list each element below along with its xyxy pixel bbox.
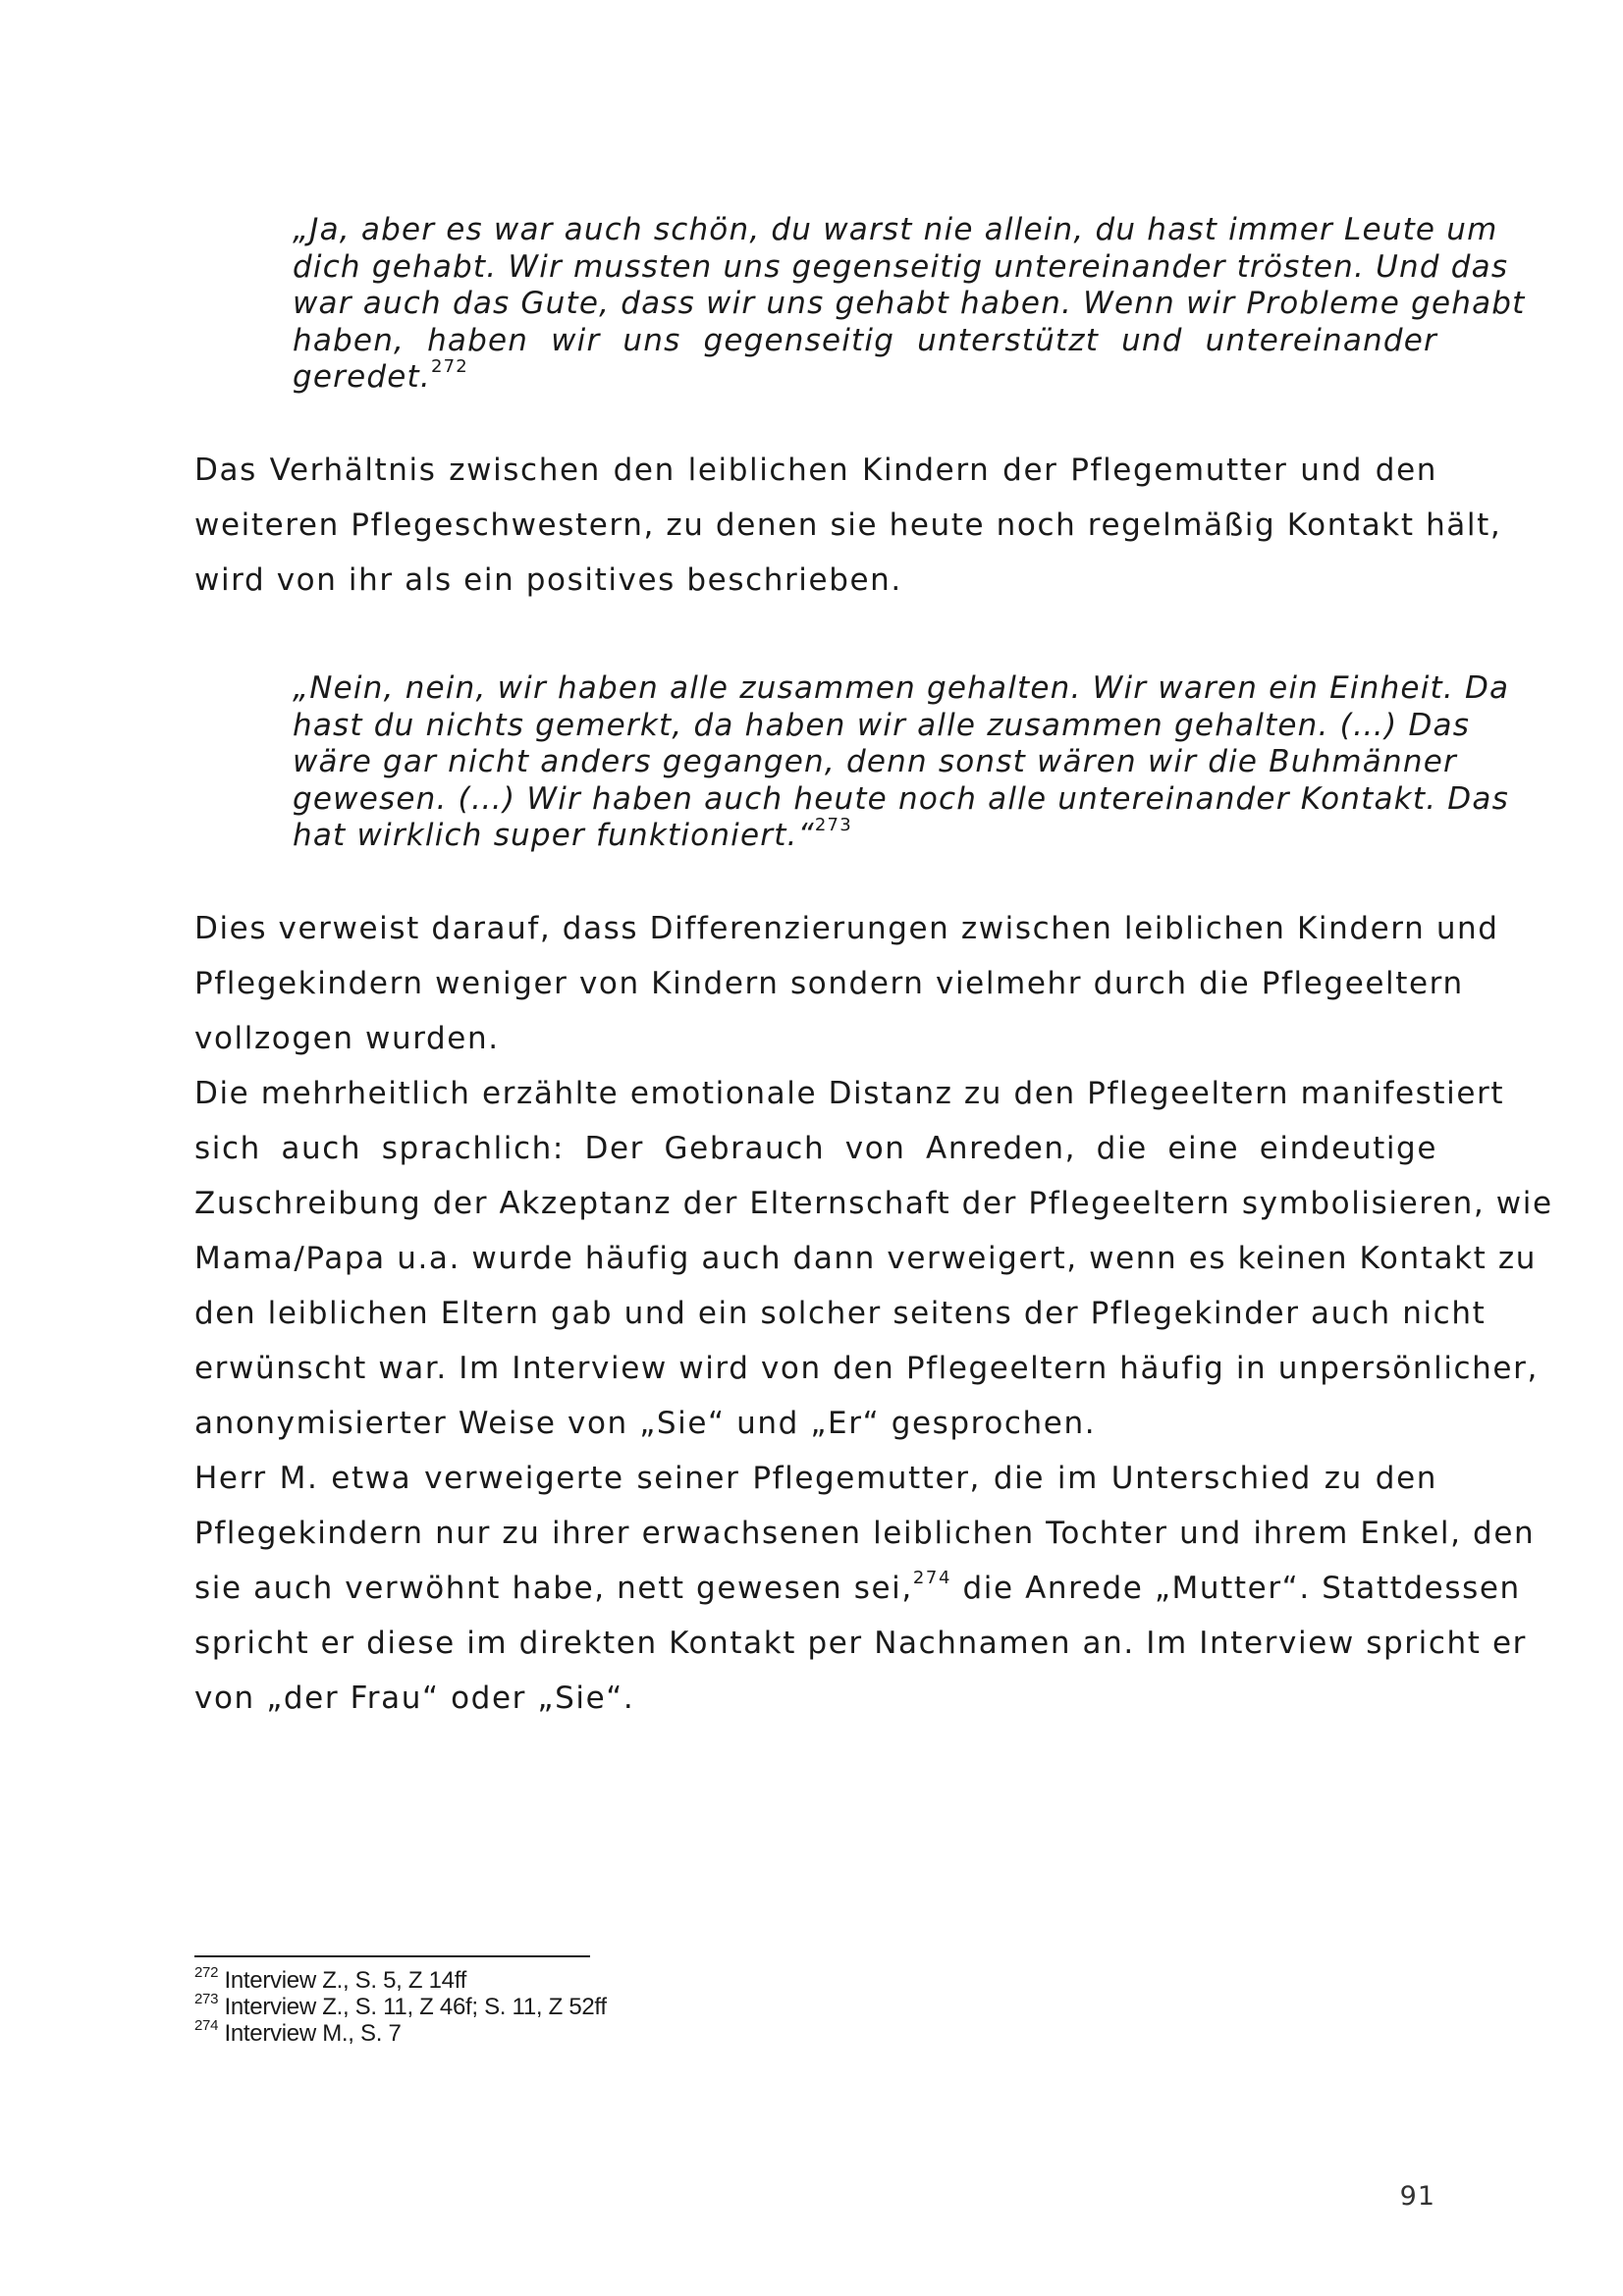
footnote-text: Interview M., S. 7 bbox=[224, 2020, 402, 2047]
footnote-text: Interview Z., S. 5, Z 14ff bbox=[224, 1967, 467, 1994]
footnote-item bbox=[194, 1991, 980, 2020]
paragraph-line: von „der Frau“ oder „Sie“. bbox=[194, 1681, 635, 1716]
body-paragraph-1 bbox=[194, 443, 1502, 608]
paragraph-line: Zuschreibung der Akzeptanz der Elternschaft der Pflegeeltern symbolisieren, wie bbox=[194, 1186, 1553, 1221]
paragraph-line: Die mehrheitlich erzählte emotionale Distanz zu den Pflegeeltern manifestiert bbox=[194, 1076, 1505, 1111]
paragraph-line: vollzogen wurden. bbox=[194, 1021, 500, 1056]
paragraph-line bbox=[194, 1561, 1521, 1616]
footnote-number: 273 bbox=[194, 1991, 219, 2007]
quote-line: wäre gar nicht anders gegangen, denn sonst wären wir die Buhmänner bbox=[293, 744, 1457, 779]
block-quote-1 bbox=[293, 212, 1526, 397]
footnote-number: 274 bbox=[194, 2017, 219, 2034]
paragraph-line: erwünscht war. Im Interview wird von den Pflegeeltern häufig in unpersönlicher, bbox=[194, 1351, 1539, 1386]
footnote-item bbox=[194, 1964, 980, 1994]
paragraph-line: Das Verhältnis zwischen den leiblichen Kindern der Pflegemutter und den bbox=[194, 453, 1437, 488]
footnote-ref: 274 bbox=[912, 1567, 952, 1588]
paragraph-line: Pflegekindern weniger von Kindern sondern vielmehr durch die Pflegeeltern bbox=[194, 966, 1464, 1001]
paragraph-text: die Anrede „Mutter“. Stattdessen bbox=[951, 1571, 1521, 1606]
quote-line: „Nein, nein, wir haben alle zusammen gehalten. Wir waren ein Einheit. Da bbox=[293, 670, 1510, 706]
paragraph-line: spricht er diese im direkten Kontakt per Nachnamen an. Im Interview spricht er bbox=[194, 1626, 1527, 1661]
footnote-ref: 272 bbox=[430, 355, 468, 377]
paragraph-line: sich auch sprachlich: Der Gebrauch von Anreden, die eine eindeutige bbox=[194, 1131, 1437, 1166]
footnotes bbox=[194, 1964, 980, 2047]
quote-line: dich gehabt. Wir mussten uns gegenseitig untereinander trösten. Und das bbox=[293, 248, 1509, 285]
footnote-item bbox=[194, 2017, 980, 2047]
quote-line bbox=[293, 814, 1437, 855]
footnote-ref: 273 bbox=[814, 814, 852, 835]
quote-line: „Ja, aber es war auch schön, du warst nie allein, du hast immer Leute um bbox=[293, 212, 1498, 247]
quote-text: geredet. bbox=[293, 359, 431, 395]
paragraph-line: anonymisierter Weise von „Sie“ und „Er“ gesprochen. bbox=[194, 1406, 1097, 1441]
footnote-text: Interview Z., S. 11, Z 46f; S. 11, Z 52ff bbox=[224, 1994, 607, 2020]
paragraph-line: Pflegekindern nur zu ihrer erwachsenen leiblichen Tochter und ihrem Enkel, den bbox=[194, 1516, 1536, 1551]
block-quote-2 bbox=[293, 670, 1510, 855]
page-number: 91 bbox=[1399, 2181, 1435, 2212]
body-paragraph-2 bbox=[194, 901, 1553, 1726]
paragraph-line: den leiblichen Eltern gab und ein solcher seitens der Pflegekinder auch nicht bbox=[194, 1296, 1487, 1331]
footnote-number: 272 bbox=[194, 1964, 219, 1981]
quote-line: war auch das Gute, dass wir uns gehabt haben. Wenn wir Probleme gehabt bbox=[293, 286, 1526, 321]
footnote-separator bbox=[194, 1955, 590, 1957]
paragraph-line: wird von ihr als ein positives beschrieben. bbox=[194, 562, 902, 598]
paragraph-line: weiteren Pflegeschwestern, zu denen sie heute noch regelmäßig Kontakt hält, bbox=[194, 507, 1502, 543]
paragraph-text: sie auch verwöhnt habe, nett gewesen sei, bbox=[194, 1571, 913, 1606]
quote-line: hast du nichts gemerkt, da haben wir alle zusammen gehalten. (…) Das bbox=[293, 707, 1471, 743]
quote-text: hat wirklich super funktioniert.“ bbox=[293, 818, 815, 853]
quote-line: gewesen. (…) Wir haben auch heute noch alle untereinander Kontakt. Das bbox=[293, 780, 1509, 817]
paragraph-line: Herr M. etwa verweigerte seiner Pflegemutter, die im Unterschied zu den bbox=[194, 1461, 1437, 1496]
paragraph-line: Mama/Papa u.a. wurde häufig auch dann verweigert, wenn es keinen Kontakt zu bbox=[194, 1241, 1537, 1276]
quote-line: haben, haben wir uns gegenseitig unterstützt und untereinander bbox=[293, 322, 1437, 358]
paragraph-line: Dies verweist darauf, dass Differenzierungen zwischen leiblichen Kindern und bbox=[194, 911, 1499, 946]
quote-line bbox=[293, 355, 1437, 397]
